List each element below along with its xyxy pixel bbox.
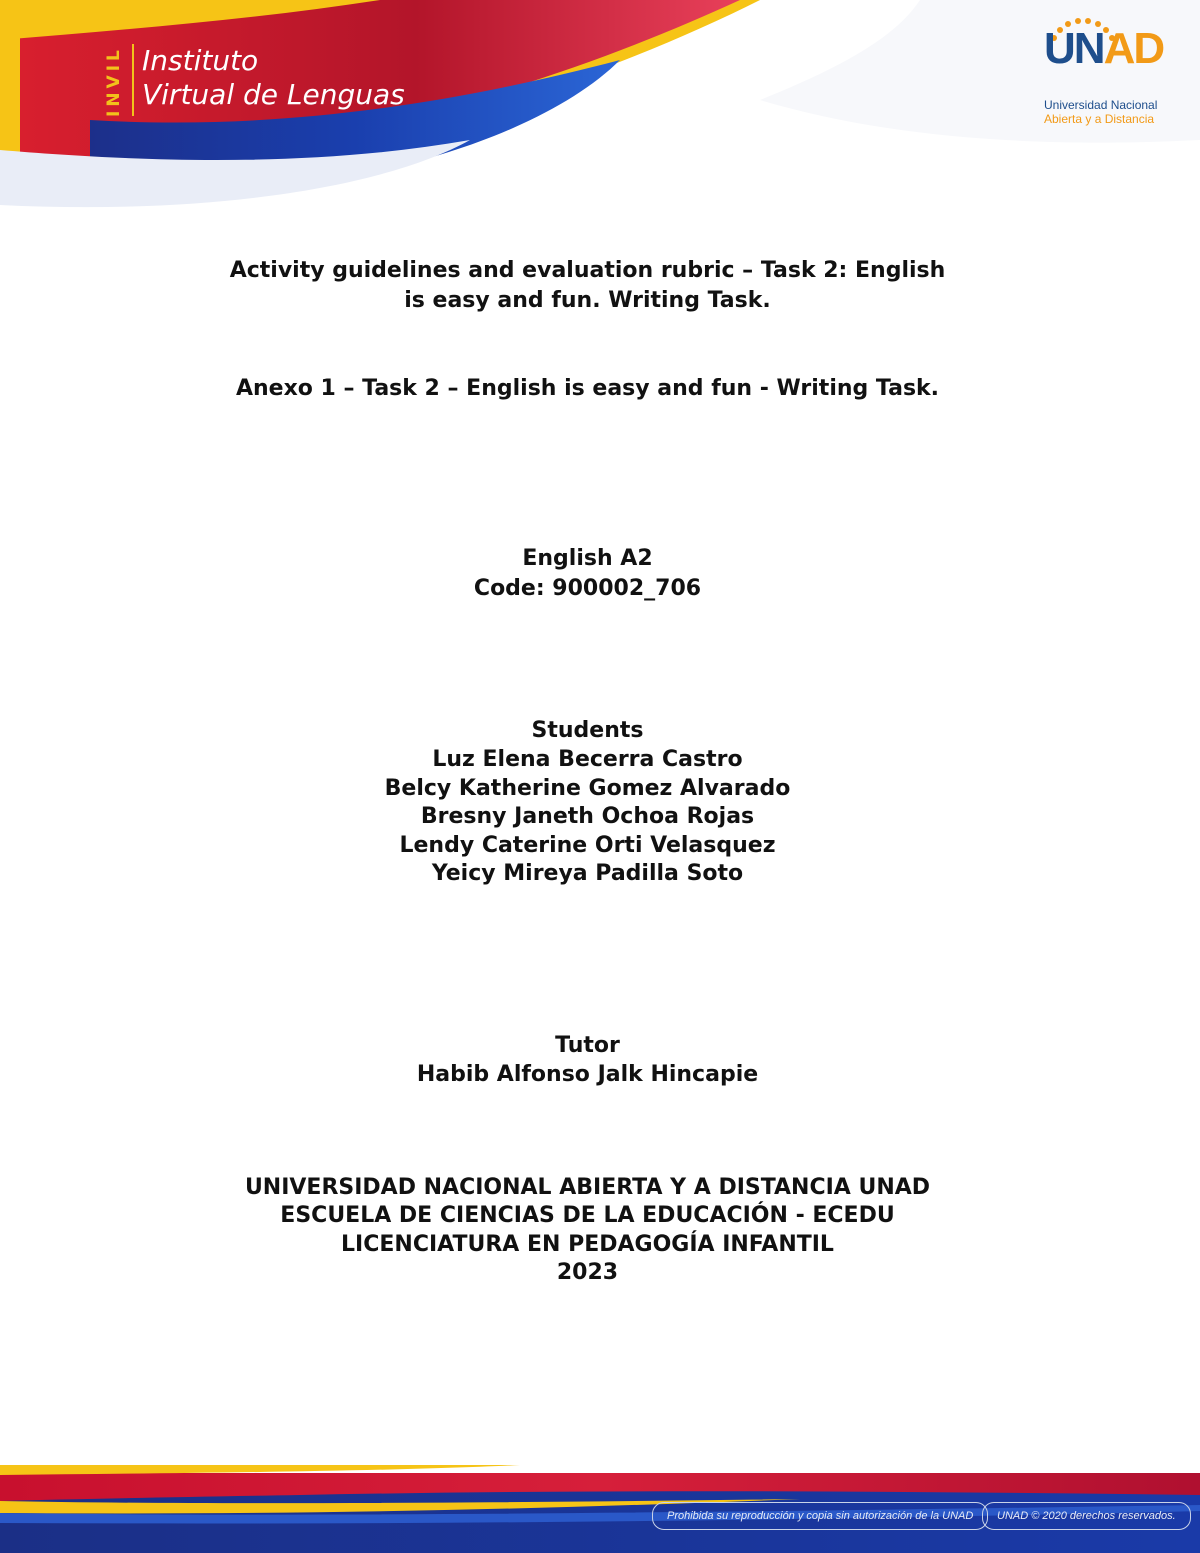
footer-copyright: UNAD © 2020 derechos reservados. — [982, 1502, 1191, 1530]
course-name: English A2 — [522, 546, 653, 571]
institution-program: LICENCIATURA EN PEDAGOGÍA INFANTIL — [341, 1232, 834, 1257]
student-name: Belcy Katherine Gomez Alvarado — [384, 776, 791, 801]
unad-logo-line1: Universidad Nacional — [1044, 98, 1158, 112]
tutor-heading: Tutor — [555, 1033, 620, 1058]
institute-logo[interactable] — [142, 44, 405, 112]
student-name: Bresny Janeth Ochoa Rojas — [420, 804, 755, 829]
title-line2: is easy and fun. Writing Task. — [404, 288, 771, 313]
tutor-name: Habib Alfonso Jalk Hincapie — [416, 1062, 759, 1087]
header-banner — [0, 0, 1200, 230]
unad-logo-un: UN — [1044, 24, 1104, 73]
institution-name: UNIVERSIDAD NACIONAL ABIERTA Y A DISTANCIA UNAD — [244, 1175, 931, 1200]
student-name: Yeicy Mireya Padilla Soto — [431, 861, 744, 886]
annex-title: Anexo 1 – Task 2 – English is easy and fun - Writing Task. — [235, 376, 940, 401]
document-year: 2023 — [556, 1260, 619, 1285]
students-heading: Students — [531, 718, 644, 743]
institution-school: ESCUELA DE CIENCIAS DE LA EDUCACIÓN - ECEDU — [280, 1203, 895, 1228]
unad-logo-ad: AD — [1103, 24, 1164, 73]
student-name: Luz Elena Becerra Castro — [432, 747, 743, 772]
footer-notice: Prohibida su reproducción y copia sin autorización de la UNAD — [652, 1502, 988, 1530]
course-code: Code: 900002_706 — [473, 576, 702, 601]
institute-name-line1: Instituto — [142, 44, 259, 77]
unad-logo-line2: Abierta y a Distancia — [1044, 112, 1155, 126]
institute-name-line2: Virtual de Lenguas — [142, 78, 405, 111]
student-name: Lendy Caterine Orti Velasquez — [399, 833, 776, 858]
unad-logo[interactable] — [1044, 24, 1163, 74]
invl-mark: INVIL — [104, 46, 124, 118]
title-line1: Activity guidelines and evaluation rubric – Task 2: English — [229, 258, 946, 283]
